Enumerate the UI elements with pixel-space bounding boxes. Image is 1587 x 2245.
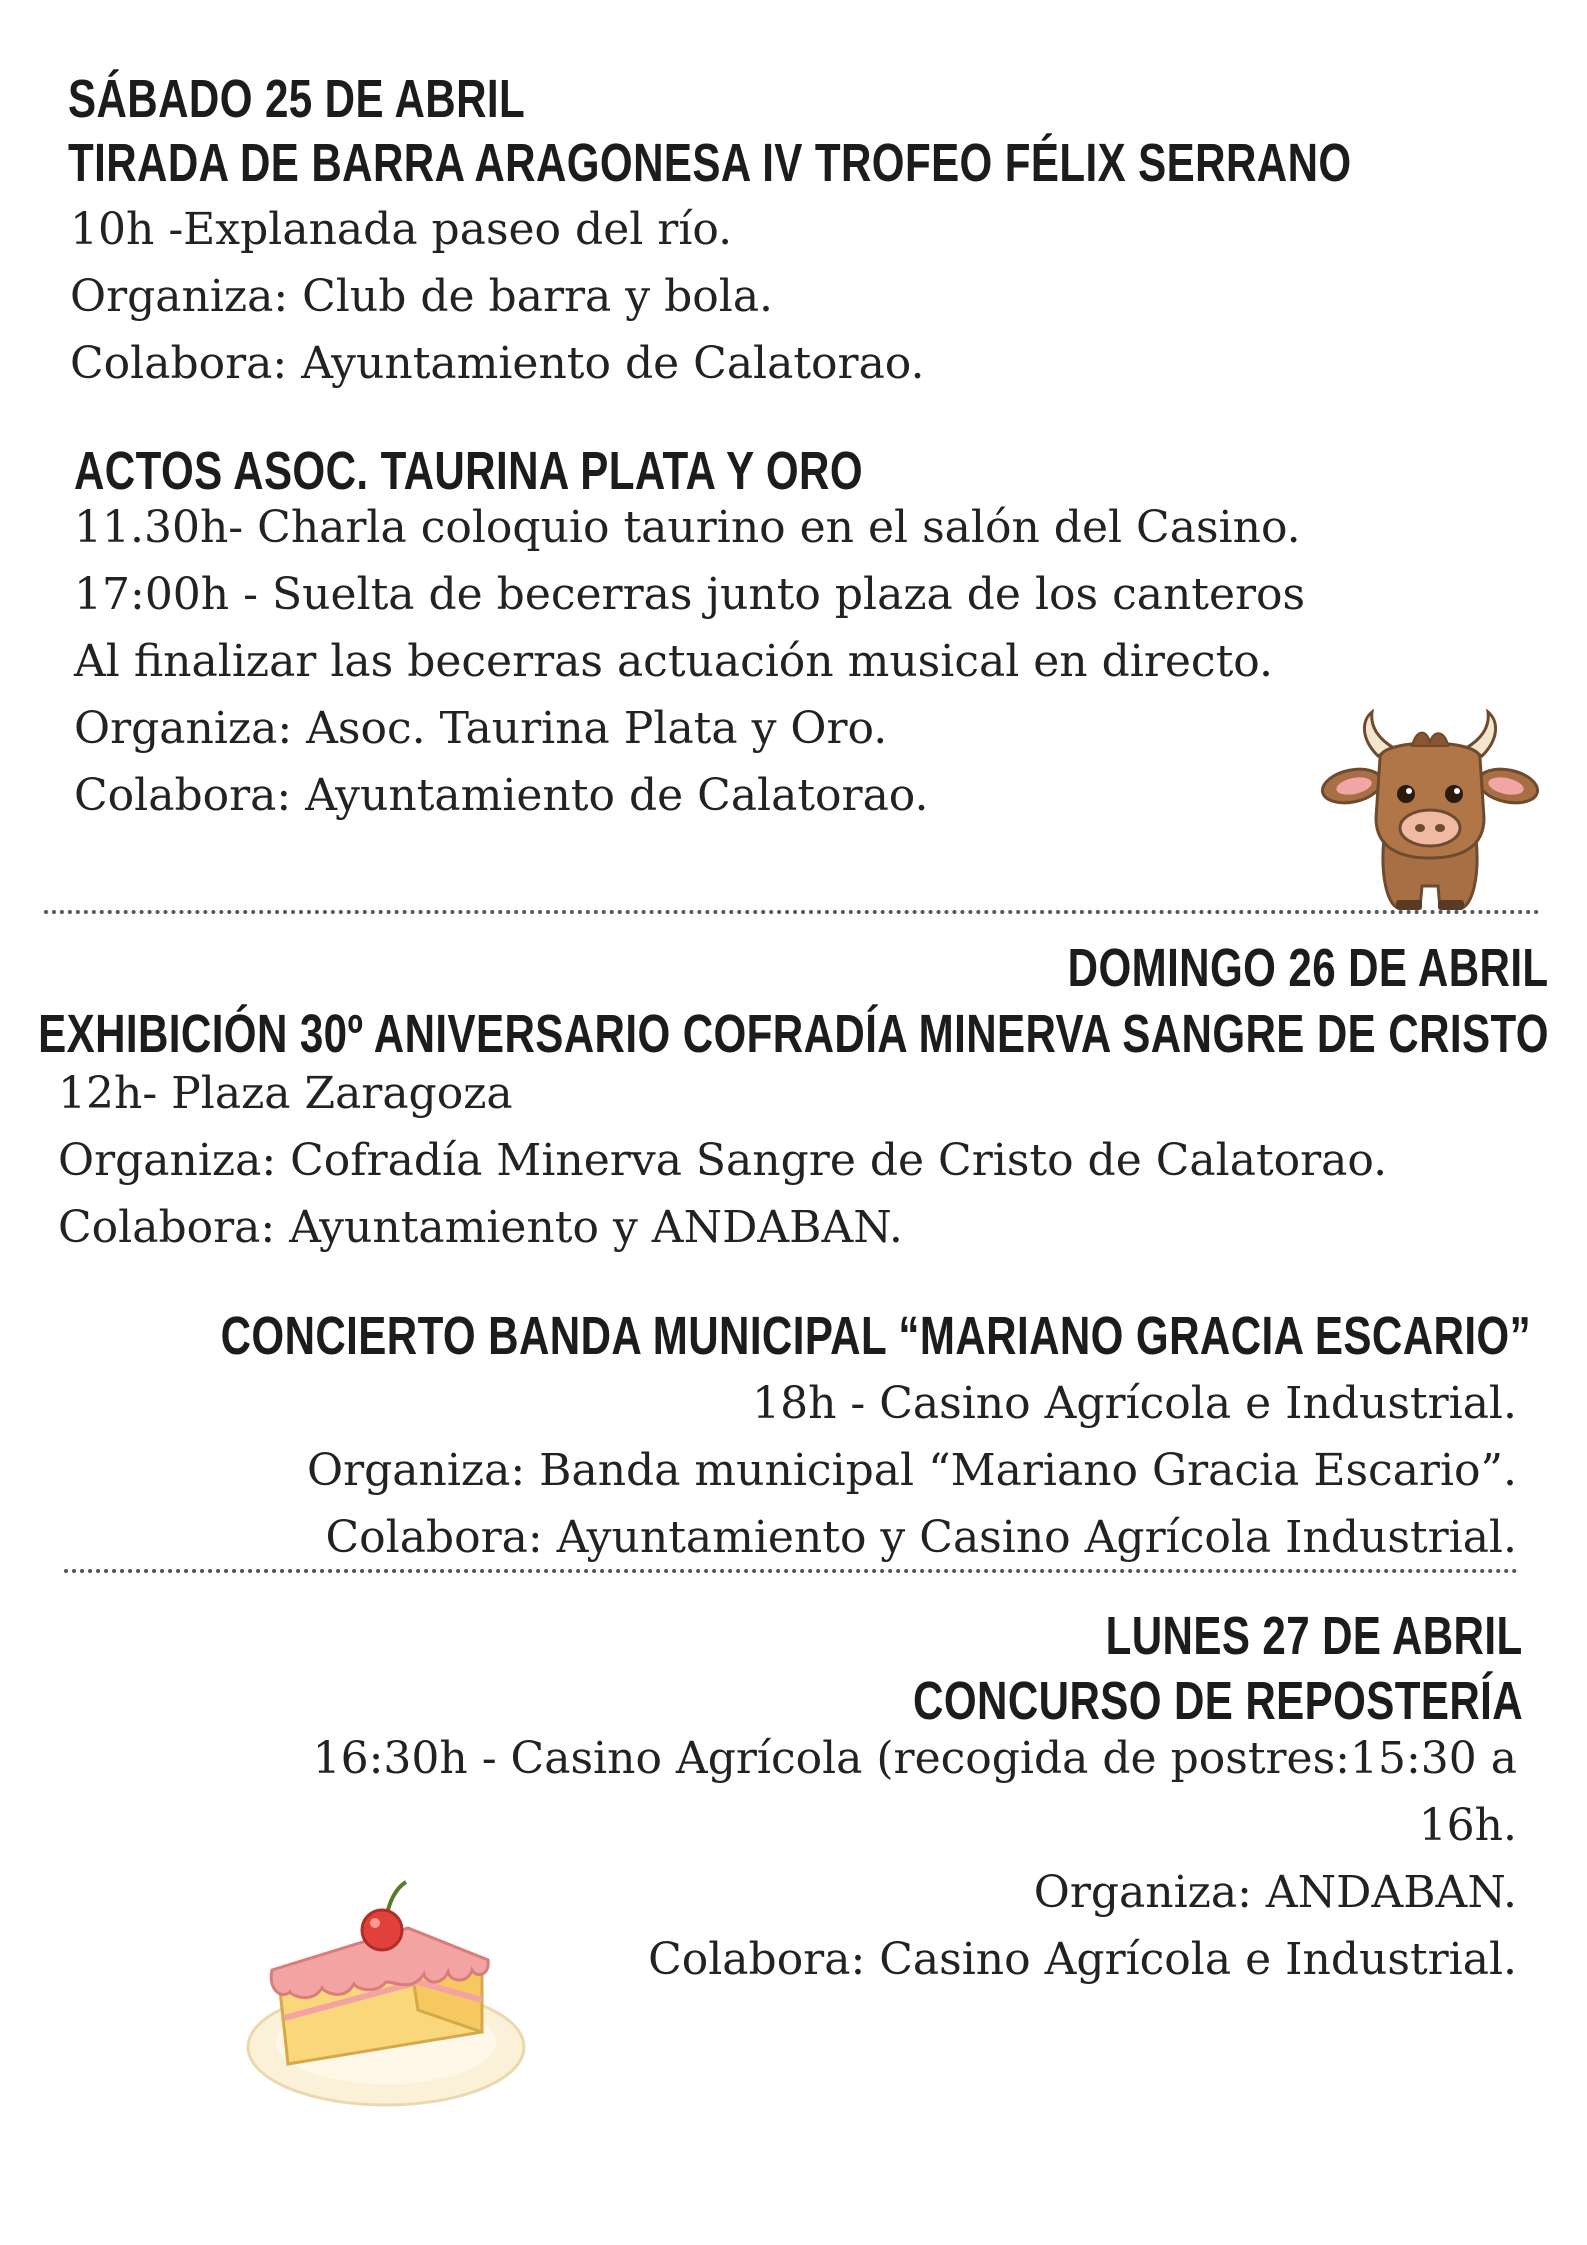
taurina-musica-line: Al finalizar las becerras actuación musical en directo. (74, 636, 1273, 687)
taurina-becerras-line: 17:00h - Suelta de becerras junto plaza de los canteros (74, 569, 1306, 620)
barra-aragonesa-title: TIRADA DE BARRA ARAGONESA IV TROFEO FÉLIX SERRANO (68, 133, 1352, 193)
taurina-title: ACTOS ASOC. TAURINA PLATA Y ORO (74, 441, 864, 501)
section-divider-1 (44, 910, 1540, 914)
exhibicion-title: EXHIBICIÓN 30º ANIVERSARIO COFRADÍA MINERVA SANGRE DE CRISTO (38, 1004, 1549, 1064)
exhibicion-organizer-line: Organiza: Cofradía Minerva Sangre de Cristo de Calatorao. (58, 1135, 1388, 1186)
concierto-organizer-line: Organiza: Banda municipal “Mariano Gracia Escario”. (307, 1445, 1517, 1496)
cake-slice-icon (236, 1832, 536, 2112)
sunday-date-heading: DOMINGO 26 DE ABRIL (1068, 938, 1549, 998)
monday-date-heading: LUNES 27 DE ABRIL (1106, 1606, 1523, 1666)
saturday-date-heading: SÁBADO 25 DE ABRIL (68, 69, 526, 129)
concierto-title: CONCIERTO BANDA MUNICIPAL “MARIANO GRACIA ESCARIO” (220, 1306, 1531, 1366)
section-divider-2 (64, 1569, 1518, 1573)
concierto-collaborator-line: Colabora: Ayuntamiento y Casino Agrícola Industrial. (325, 1512, 1517, 1563)
taurina-charla-line: 11.30h- Charla coloquio taurino en el salón del Casino. (74, 502, 1301, 553)
reposteria-time-line: 16:30h - Casino Agrícola (recogida de postres:15:30 a (312, 1733, 1517, 1784)
reposteria-time-line-cont: 16h. (1418, 1800, 1517, 1851)
bull-icon (1320, 708, 1540, 918)
reposteria-organizer-line: Organiza: ANDABAN. (1033, 1867, 1517, 1918)
barra-collaborator-line: Colabora: Ayuntamiento de Calatorao. (70, 338, 925, 389)
taurina-collaborator-line: Colabora: Ayuntamiento de Calatorao. (74, 770, 929, 821)
taurina-organizer-line: Organiza: Asoc. Taurina Plata y Oro. (74, 703, 888, 754)
exhibicion-collaborator-line: Colabora: Ayuntamiento y ANDABAN. (58, 1202, 903, 1253)
reposteria-title: CONCURSO DE REPOSTERÍA (912, 1671, 1523, 1731)
exhibicion-time-line: 12h- Plaza Zaragoza (58, 1068, 513, 1119)
barra-time-line: 10h -Explanada paseo del río. (70, 204, 733, 255)
reposteria-collaborator-line: Colabora: Casino Agrícola e Industrial. (648, 1934, 1517, 1985)
concierto-time-line: 18h - Casino Agrícola e Industrial. (752, 1378, 1517, 1429)
barra-organizer-line: Organiza: Club de barra y bola. (70, 271, 774, 322)
